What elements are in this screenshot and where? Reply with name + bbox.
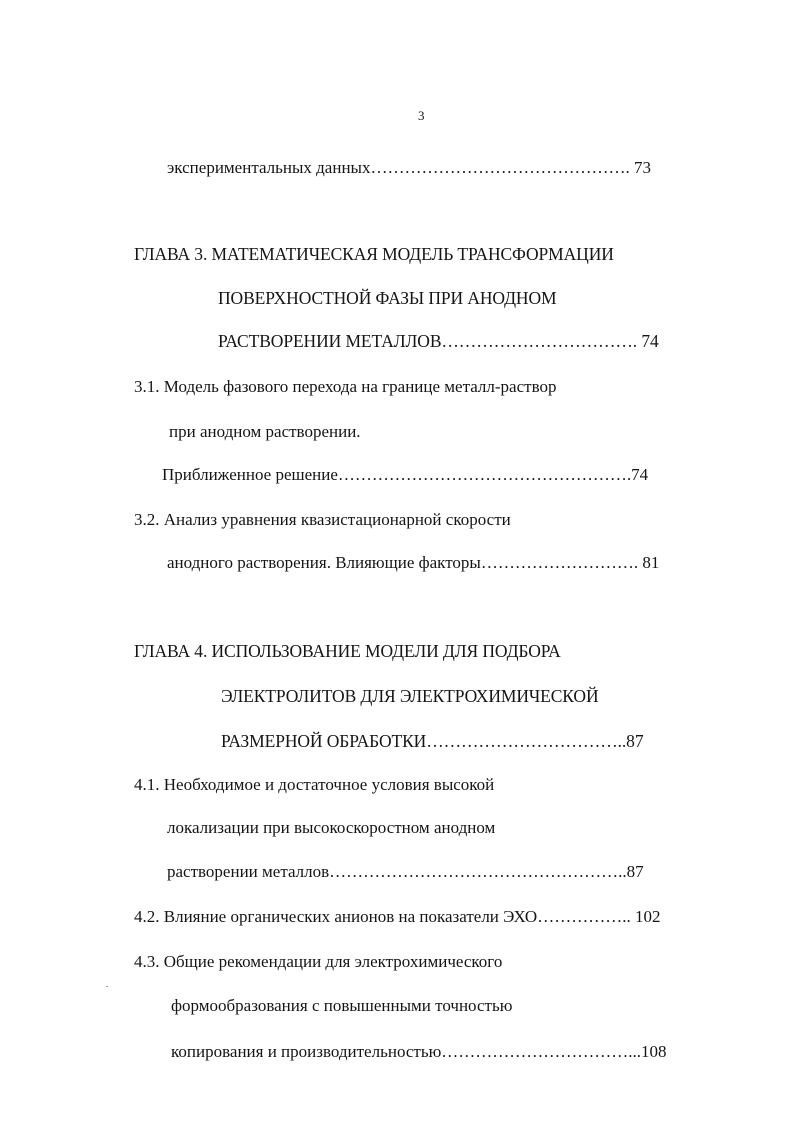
page-number: 3 <box>418 108 425 123</box>
toc-section-4-3-line-3: копирования и производительностью……………………………...108 <box>171 1042 667 1061</box>
toc-chapter-4-title-line-1: ГЛАВА 4. ИСПОЛЬЗОВАНИЕ МОДЕЛИ ДЛЯ ПОДБОРА <box>134 641 561 661</box>
toc-entry-experimental-data: экспериментальных данных………………………………………. 73 <box>167 158 651 177</box>
toc-section-4-3-line-2: формообразования с повышенными точностью <box>171 996 513 1015</box>
toc-section-4-1-line-1: 4.1. Необходимое и достаточное условия высокой <box>134 775 495 794</box>
scan-margin-mark <box>106 986 108 987</box>
toc-section-3-1-line-2: при анодном растворении. <box>169 422 361 441</box>
toc-chapter-3-title-line-3: РАСТВОРЕНИИ МЕТАЛЛОВ……………………………. 74 <box>218 331 659 351</box>
toc-section-3-1-line-3: Приближенное решение…………………………………………….74 <box>162 465 649 484</box>
toc-section-3-1-line-1: 3.1. Модель фазового перехода на границе металл-раствор <box>134 377 557 396</box>
toc-section-4-3-line-1: 4.3. Общие рекомендации для электрохимического <box>134 952 503 971</box>
toc-chapter-3-title-line-1: ГЛАВА 3. МАТЕМАТИЧЕСКАЯ МОДЕЛЬ ТРАНСФОРМАЦИИ <box>134 244 614 264</box>
toc-section-4-2: 4.2. Влияние органических анионов на показатели ЭХО…………….. 102 <box>134 907 661 926</box>
toc-chapter-3-title-line-2: ПОВЕРХНОСТНОЙ ФАЗЫ ПРИ АНОДНОМ <box>218 288 557 308</box>
toc-section-4-1-line-2: локализации при высокоскоростном анодном <box>167 818 496 837</box>
toc-section-4-1-line-3: растворении металлов……………………………………………..87 <box>167 862 644 881</box>
toc-section-3-2-line-2: анодного растворения. Влияющие факторы………………………. 81 <box>167 553 660 572</box>
toc-chapter-4-title-line-2: ЭЛЕКТРОЛИТОВ ДЛЯ ЭЛЕКТРОХИМИЧЕСКОЙ <box>221 686 599 706</box>
toc-chapter-4-title-line-3: РАЗМЕРНОЙ ОБРАБОТКИ……………………………..87 <box>221 731 644 751</box>
toc-section-3-2-line-1: 3.2. Анализ уравнения квазистационарной скорости <box>134 510 511 529</box>
